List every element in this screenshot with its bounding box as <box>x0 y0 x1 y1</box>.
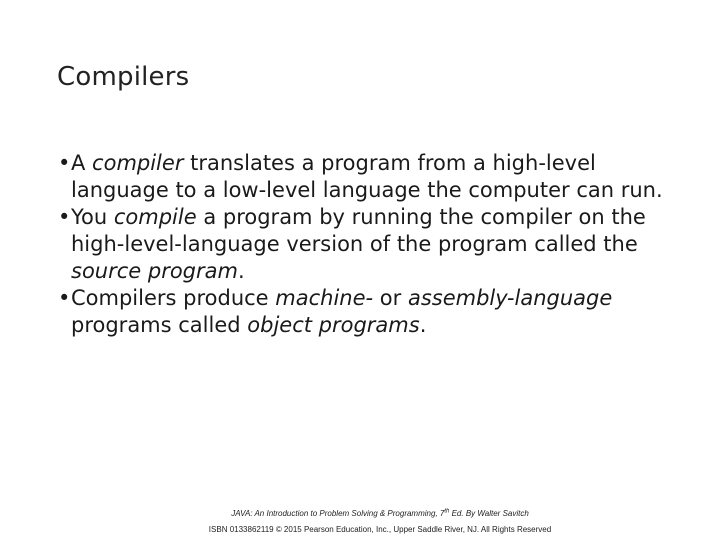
bullet-marker: • <box>58 151 71 175</box>
emphasized-term: machine- <box>275 286 374 310</box>
footer-author: Ed. By Walter Savitch <box>449 509 529 518</box>
bullet-text-run: You <box>71 205 114 229</box>
bullet-text-run: . <box>237 259 245 283</box>
emphasized-term: assembly-language <box>407 286 613 310</box>
emphasized-term: compile <box>113 205 197 229</box>
bullet-text <box>71 150 678 204</box>
bullet-item <box>58 285 678 339</box>
bullet-text-run: a program by running the compiler on the high-level-language version of the program called the <box>71 205 646 256</box>
footer-book-title: JAVA: An Introduction to Problem Solving & Programming, 7 <box>231 509 445 518</box>
bullet-marker: • <box>58 286 71 310</box>
footer-citation <box>0 506 720 522</box>
bullet-list <box>58 150 678 339</box>
bullet-item <box>58 150 678 204</box>
bullet-text-run: . <box>419 313 427 337</box>
bullet-text-run: programs called <box>71 313 248 337</box>
bullet-text-run: translates a program from a high-level language to a low-level language the computer can run. <box>71 151 663 202</box>
bullet-marker: • <box>58 205 71 229</box>
footer-copyright: ISBN 0133862119 © 2015 Pearson Education, Inc., Upper Saddle River, NJ. All Rights Reserved <box>208 525 552 534</box>
emphasized-term: source program <box>71 259 238 283</box>
footer <box>0 506 720 538</box>
emphasized-term: object programs <box>247 313 420 337</box>
bullet-text-run: Compilers produce <box>71 286 276 310</box>
slide-title: Compilers <box>57 62 190 92</box>
bullet-text <box>71 285 678 339</box>
bullet-item <box>58 204 678 285</box>
bullet-text <box>71 204 678 285</box>
bullet-text-run: or <box>373 286 408 310</box>
bullet-text-run: A <box>71 151 93 175</box>
footer-edition-sup: th <box>444 508 450 515</box>
emphasized-term: compiler <box>92 151 184 175</box>
